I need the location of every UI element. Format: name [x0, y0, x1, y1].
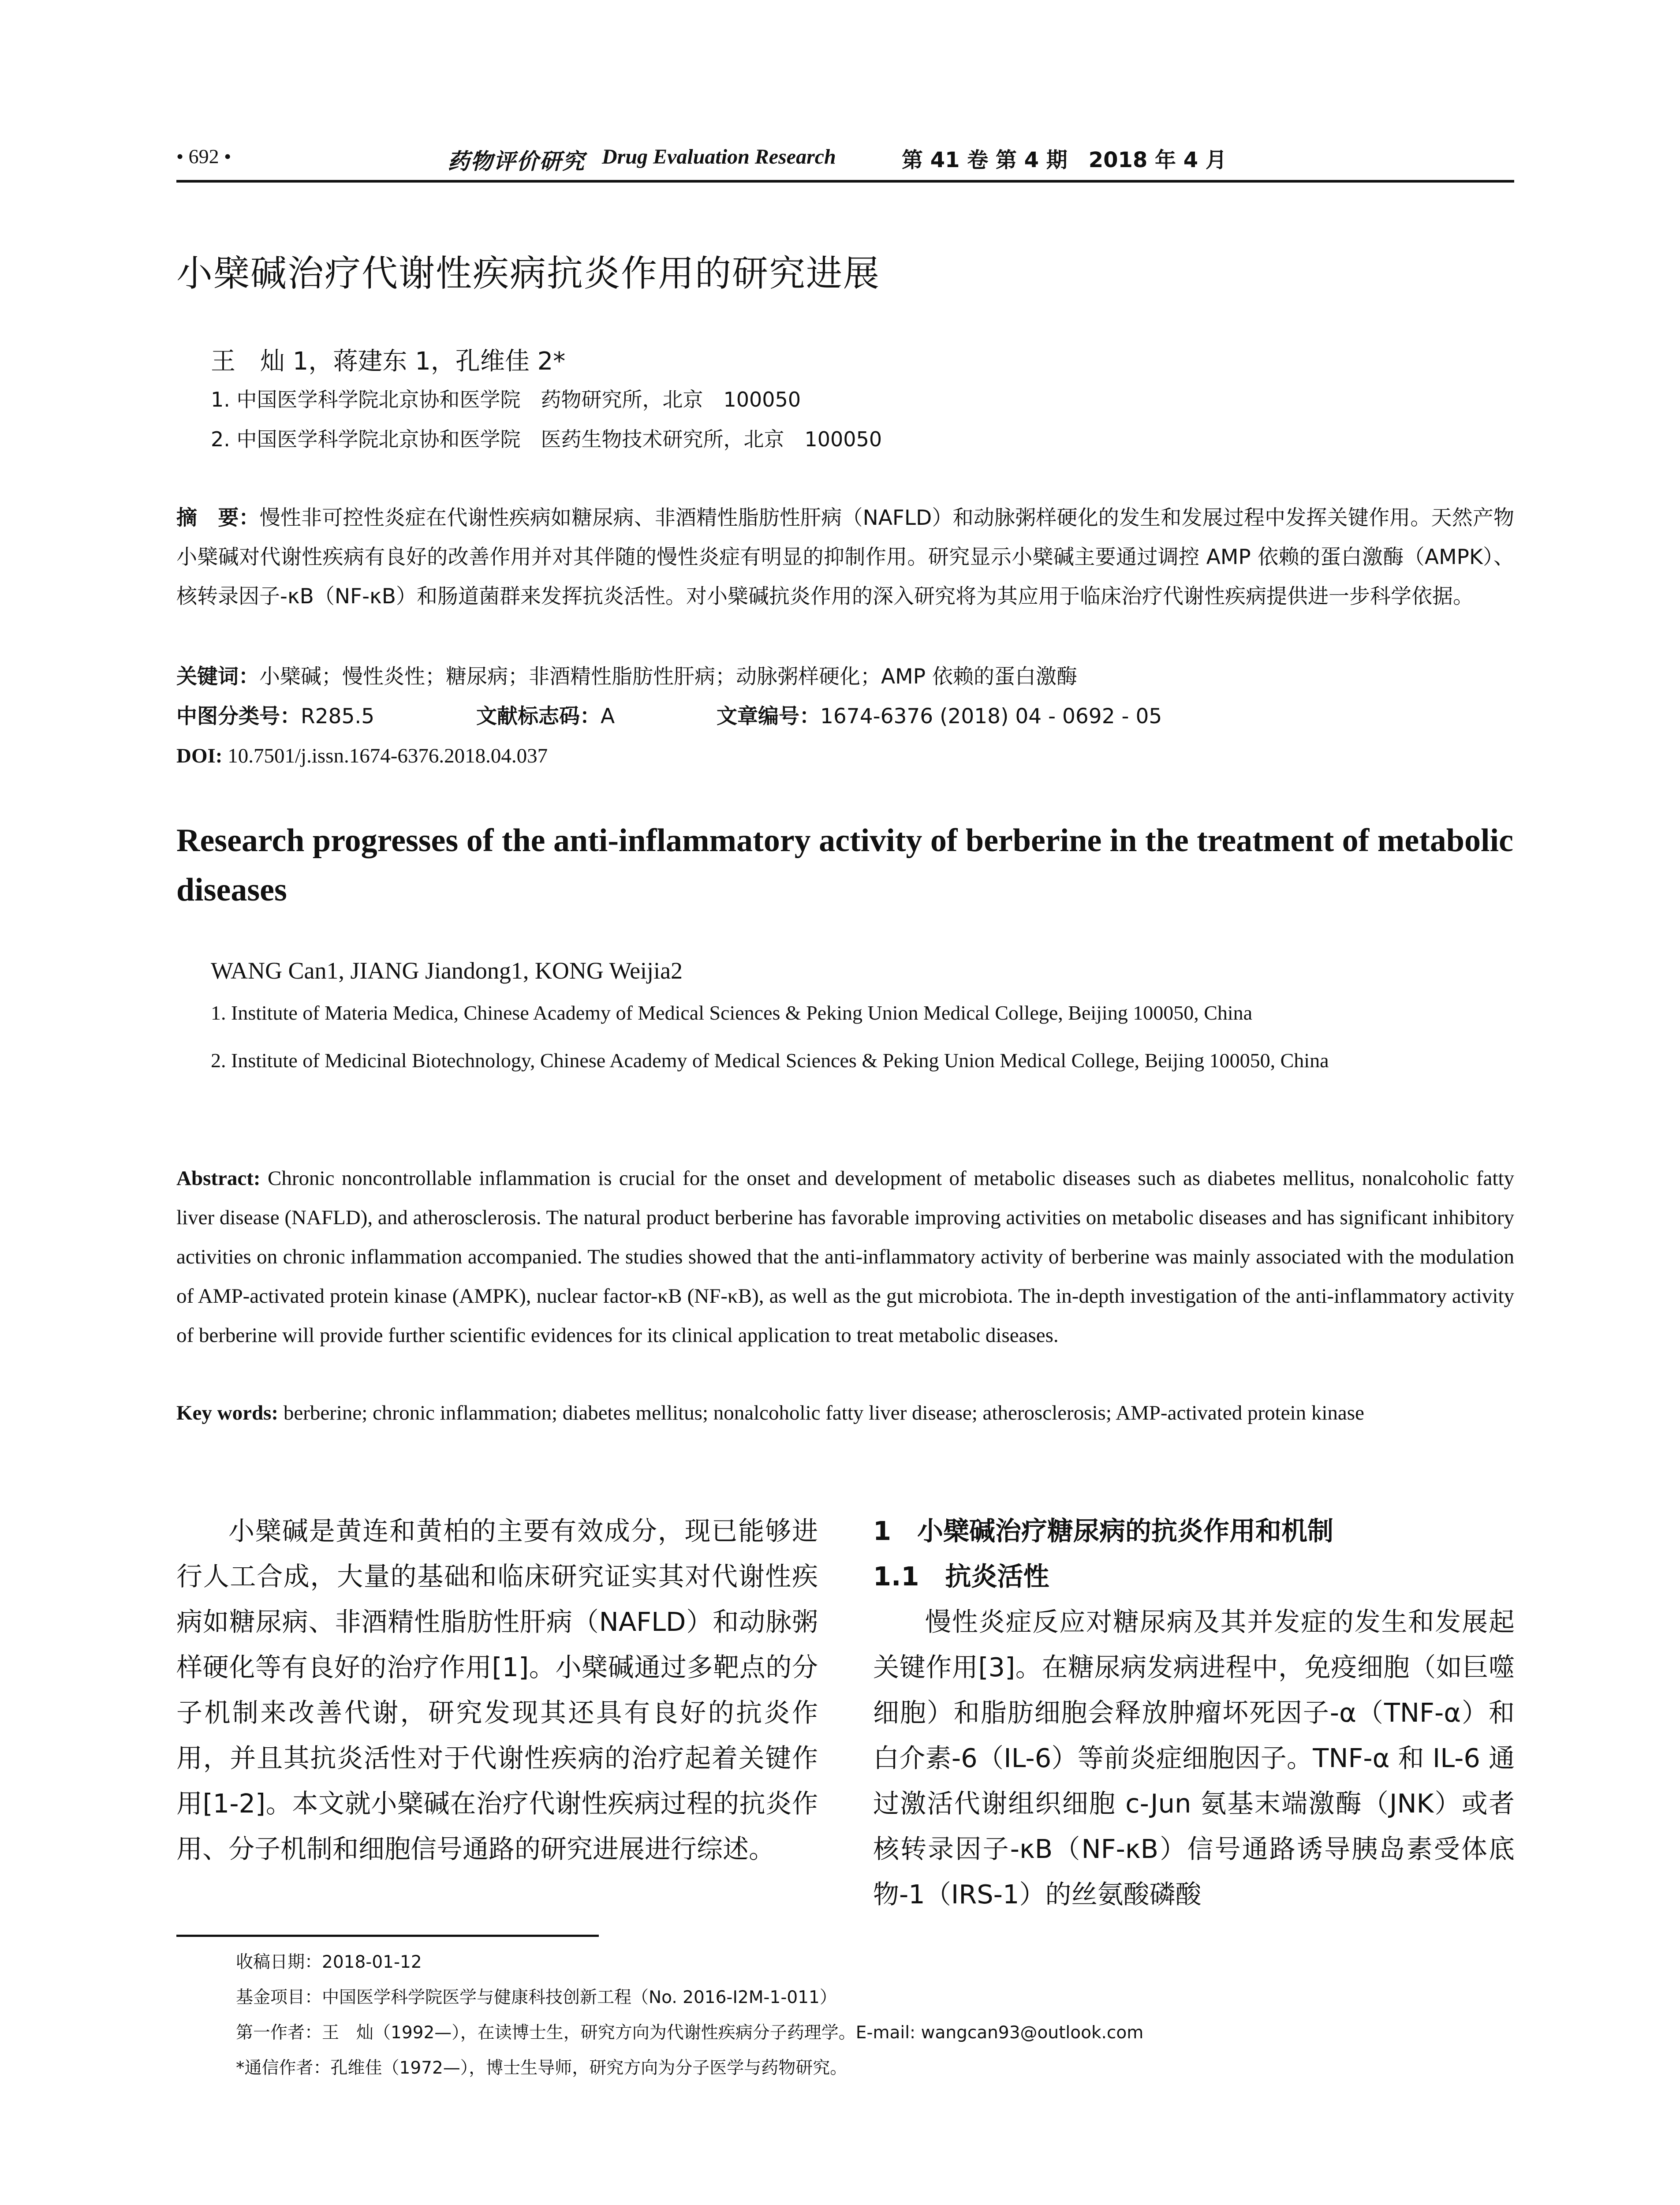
footnote-fund: 基金项目：中国医学科学院医学与健康科技创新工程（No. 2016-I2M-1-011） — [236, 1988, 837, 2007]
section-1-1-text: 慢性炎症反应对糖尿病及其并发症的发生和发展起关键作用[3]。在糖尿病发病进程中，免疫细胞（如巨噬细胞）和脂肪细胞会释放肿瘤坏死因子-α（TNF-α）和白介素-6（IL-6）等前炎症细胞因子。TNF-α 和 IL-6 通过激活代谢组织细胞 c-Jun 氨基末端激酶（JNK）或者核转录因子-κB（NF-κB）信号通路诱导胰岛素受体底物-1（IRS-1）的丝氨酸磷酸 — [873, 1607, 1515, 1910]
footnote-first-author: 第一作者：王 灿（1992—），在读博士生，研究方向为代谢性疾病分子药理学。E-mail: wangcan93@outlook.com — [236, 2023, 1144, 2043]
section-1-1-heading: 1.1 抗炎活性 — [873, 1561, 1049, 1592]
cls-value: R285.5 — [301, 704, 375, 729]
en-authors: WANG Can1, JIANG Jiandong1, KONG Weijia2 — [211, 957, 683, 984]
cn-classification — [176, 697, 1514, 736]
cn-title: 小檗碱治疗代谢性疾病抗炎作用的研究进展 — [176, 253, 881, 295]
doc-label: 文献标志码： — [476, 704, 601, 729]
issue-info: 第 41 卷 第 4 期 2018 年 4 月 — [902, 148, 1227, 172]
cn-affiliation-1: 1. 中国医学科学院北京协和医学院 药物研究所，北京 100050 — [211, 388, 801, 411]
cn-abstract — [176, 498, 1514, 616]
cn-abstract-label: 摘 要： — [176, 506, 260, 530]
en-affiliation-2: 2. Institute of Medicinal Biotechnology, Chinese Academy of Medical Sciences & Peking Union Medical College, Beijing 100050, China — [211, 1049, 1329, 1072]
cls-label: 中图分类号： — [176, 704, 301, 729]
cn-abstract-text: 慢性非可控性炎症在代谢性疾病如糖尿病、非酒精性脂肪性肝病（NAFLD）和动脉粥样硬化的发生和发展过程中发挥关键作用。天然产物小檗碱对代谢性疾病有良好的改善作用并对其伴随的慢性炎症有明显的抑制作用。研究显示小檗碱主要通过调控 AMP 依赖的蛋白激酶（AMPK）、核转录因子-κB（NF-κB）和肠道菌群来发挥抗炎活性。对小檗碱抗炎作用的深入研究将为其应用于临床治疗代谢性疾病提供进一步科学依据。 — [176, 506, 1515, 609]
doi-value: 10.7501/j.issn.1674-6376.2018.04.037 — [222, 744, 548, 767]
cn-keywords — [176, 657, 1514, 696]
cn-authors: 王 灿 1，蒋建东 1，孔维佳 2* — [211, 347, 566, 376]
body-right-column — [873, 1508, 1515, 1917]
en-abstract-label: Abstract: — [176, 1167, 261, 1190]
en-keywords — [176, 1394, 1514, 1433]
en-title: Research progresses of the anti-inflammatory activity of berberine in the treatment of metabolic diseases — [176, 822, 1513, 908]
art-value: 1674-6376 (2018) 04 - 0692 - 05 — [820, 704, 1162, 729]
body-left-column: 小檗碱是黄连和黄柏的主要有效成分，现已能够进行人工合成，大量的基础和临床研究证实其对代谢性疾病如糖尿病、非酒精性脂肪性肝病（NAFLD）和动脉粥样硬化等有良好的治疗作用[1]。小檗碱通过多靶点的分子机制来改善代谢，研究发现其还具有良好的抗炎作用，并且其抗炎活性对于代谢性疾病的治疗起着关键作用[1-2]。本文就小檗碱在治疗代谢性疾病过程的抗炎作用、分子机制和细胞信号通路的研究进展进行综述。 — [176, 1516, 818, 1864]
journal-name: Drug Evaluation Research — [602, 145, 836, 168]
art-label: 文章编号： — [717, 704, 820, 729]
page-number: • 692 • — [176, 145, 231, 168]
section-1-heading: 1 小檗碱治疗糖尿病的抗炎作用和机制 — [873, 1516, 1334, 1546]
en-keywords-label: Key words: — [176, 1401, 279, 1424]
doi — [176, 736, 1514, 776]
en-keywords-text: berberine; chronic inflammation; diabetes mellitus; nonalcoholic fatty liver disease; atherosclerosis; AMP-activated protein kinase — [278, 1401, 1364, 1424]
cn-keywords-text: 小檗碱；慢性炎性；糖尿病；非酒精性脂肪性肝病；动脉粥样硬化；AMP 依赖的蛋白激酶 — [259, 665, 1077, 689]
en-abstract-text: Chronic noncontrollable inflammation is crucial for the onset and development of metabolic diseases such as diabetes mellitus, nonalcoholic fatty liver disease (NAFLD), and atherosclerosis. The natural product berberine has favorable improving activities on metabolic diseases and has significant inhibitory activities on chronic inflammation accompanied. The studies showed that the anti-inflammatory activity of berberine was mainly associated with the modulation of AMP-activated protein kinase (AMPK), nuclear factor-κB (NF-κB), as well as the gut microbiota. The in-depth investigation of the anti-inflammatory activity of berberine will provide further scientific evidences for its clinical application to treat metabolic diseases. — [176, 1167, 1514, 1347]
en-affiliation-1: 1. Institute of Materia Medica, Chinese Academy of Medical Sciences & Peking Union Medical College, Beijing 100050, China — [211, 1002, 1253, 1024]
running-header — [176, 140, 1514, 183]
cn-keywords-label: 关键词： — [176, 665, 259, 689]
footnote-corresponding: *通信作者：孔维佳（1972—），博士生导师，研究方向为分子医学与药物研究。 — [236, 2058, 847, 2078]
footnote-received: 收稿日期：2018-01-12 — [236, 1952, 422, 1972]
journal-cn-logo: 药物评价研究 — [448, 149, 585, 174]
en-abstract — [176, 1159, 1514, 1355]
cn-affiliation-2: 2. 中国医学科学院北京协和医学院 医药生物技术研究所，北京 100050 — [211, 427, 882, 451]
doi-label: DOI: — [176, 744, 223, 767]
footnote-divider — [176, 1935, 599, 1937]
doc-value: A — [601, 704, 615, 729]
